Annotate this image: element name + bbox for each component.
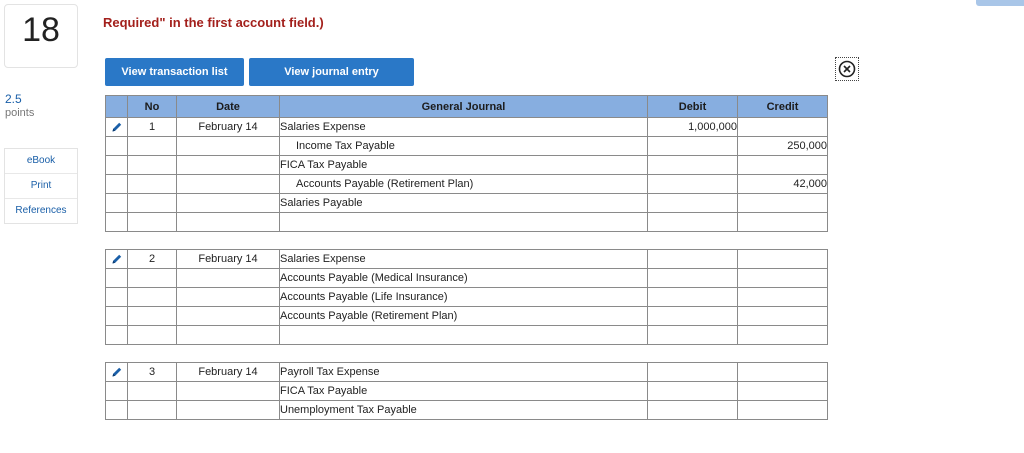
points-label: points (5, 107, 35, 119)
spacer-cell (738, 345, 828, 363)
entry-date-cell (177, 269, 280, 288)
points-value: 2.5 (5, 92, 22, 106)
edit-cell (106, 213, 128, 232)
entry-number-cell: 3 (128, 363, 177, 382)
edit-cell (106, 288, 128, 307)
header-debit: Debit (648, 96, 738, 118)
account-cell[interactable]: FICA Tax Payable (280, 382, 648, 401)
entry-number-cell: 1 (128, 118, 177, 137)
header-date: Date (177, 96, 280, 118)
entry-number-cell (128, 401, 177, 420)
debit-cell[interactable] (648, 326, 738, 345)
entry-date-cell (177, 288, 280, 307)
spacer-cell (648, 345, 738, 363)
debit-cell[interactable] (648, 401, 738, 420)
credit-cell[interactable] (738, 401, 828, 420)
header-edit (106, 96, 128, 118)
pencil-edit-icon (111, 121, 123, 133)
entry-number-cell (128, 213, 177, 232)
account-cell[interactable]: FICA Tax Payable (280, 156, 648, 175)
journal-body (106, 118, 828, 420)
credit-cell[interactable] (738, 288, 828, 307)
header-no: No (128, 96, 177, 118)
spacer-cell (106, 345, 128, 363)
entry-date-cell (177, 307, 280, 326)
edit-cell (106, 401, 128, 420)
edit-cell (106, 175, 128, 194)
edit-cell (106, 156, 128, 175)
edit-cell (106, 326, 128, 345)
journal-row (106, 137, 828, 156)
account-cell[interactable] (280, 213, 648, 232)
account-cell[interactable]: Salaries Expense (280, 250, 648, 269)
edit-entry-button[interactable] (106, 363, 128, 382)
entry-number-cell (128, 269, 177, 288)
entry-date-cell (177, 137, 280, 156)
entry-number-cell (128, 288, 177, 307)
journal-row (106, 194, 828, 213)
entry-date-cell (177, 156, 280, 175)
account-cell[interactable]: Accounts Payable (Retirement Plan) (280, 175, 648, 194)
debit-cell[interactable] (648, 382, 738, 401)
view-journal-entry-worksheet-button[interactable]: View journal entry (249, 58, 414, 86)
credit-cell[interactable] (738, 326, 828, 345)
debit-cell[interactable] (648, 194, 738, 213)
spacer-cell (177, 345, 280, 363)
account-cell[interactable]: Income Tax Payable (280, 137, 648, 156)
journal-row (106, 118, 828, 137)
journal-row (106, 382, 828, 401)
edit-cell (106, 194, 128, 213)
account-cell[interactable]: Payroll Tax Expense (280, 363, 648, 382)
account-cell[interactable]: Salaries Expense (280, 118, 648, 137)
credit-cell[interactable]: 250,000 (738, 137, 828, 156)
debit-cell[interactable] (648, 175, 738, 194)
entry-number-cell (128, 175, 177, 194)
credit-cell[interactable] (738, 382, 828, 401)
debit-cell[interactable] (648, 363, 738, 382)
credit-cell[interactable] (738, 363, 828, 382)
debit-cell[interactable] (648, 288, 738, 307)
edit-cell (106, 382, 128, 401)
account-cell[interactable]: Accounts Payable (Medical Insurance) (280, 269, 648, 288)
references-link[interactable]: References (15, 205, 67, 216)
debit-cell[interactable]: 1,000,000 (648, 118, 738, 137)
entry-date-cell (177, 213, 280, 232)
entry-number-cell (128, 307, 177, 326)
entry-date-cell: February 14 (177, 250, 280, 269)
entry-number-cell (128, 156, 177, 175)
spacer-cell (280, 232, 648, 250)
journal-table (105, 95, 828, 420)
entry-number-cell (128, 194, 177, 213)
close-button[interactable] (835, 57, 859, 81)
header-general-journal: General Journal (280, 96, 648, 118)
debit-cell[interactable] (648, 137, 738, 156)
spacer-cell (128, 345, 177, 363)
spacer-cell (128, 232, 177, 250)
edit-entry-button[interactable] (106, 118, 128, 137)
question-number: 18 (22, 11, 60, 49)
entry-number-cell (128, 326, 177, 345)
spacer-cell (280, 345, 648, 363)
header-credit: Credit (738, 96, 828, 118)
entry-date-cell (177, 175, 280, 194)
instruction-text: Required" in the first account field.) (103, 15, 324, 30)
question-number-box (4, 4, 78, 68)
sidebar-links (4, 148, 78, 224)
credit-cell[interactable] (738, 269, 828, 288)
account-cell[interactable]: Salaries Payable (280, 194, 648, 213)
journal-row (106, 326, 828, 345)
journal-row (106, 288, 828, 307)
entry-date-cell (177, 382, 280, 401)
account-cell[interactable]: Accounts Payable (Retirement Plan) (280, 307, 648, 326)
edit-cell (106, 137, 128, 156)
journal-row (106, 401, 828, 420)
edit-entry-button[interactable] (106, 250, 128, 269)
journal-row (106, 175, 828, 194)
spacer-cell (738, 232, 828, 250)
entry-date-cell (177, 401, 280, 420)
debit-cell[interactable] (648, 307, 738, 326)
spacer-cell (648, 232, 738, 250)
entry-number-cell (128, 137, 177, 156)
entry-number-cell (128, 382, 177, 401)
debit-cell[interactable] (648, 269, 738, 288)
spacer-cell (106, 232, 128, 250)
spacer-cell (177, 232, 280, 250)
print-link[interactable]: Print (5, 174, 77, 199)
pencil-edit-icon (111, 366, 123, 378)
entry-number-cell: 2 (128, 250, 177, 269)
debit-cell[interactable] (648, 250, 738, 269)
ebook-link[interactable]: eBook (5, 149, 77, 174)
view-transaction-list-button[interactable]: View transaction list (105, 58, 244, 86)
entry-date-cell: February 14 (177, 363, 280, 382)
edit-cell (106, 269, 128, 288)
entry-spacer-row (106, 345, 828, 363)
credit-cell[interactable] (738, 194, 828, 213)
edit-cell (106, 307, 128, 326)
account-cell[interactable] (280, 326, 648, 345)
credit-cell[interactable] (738, 213, 828, 232)
credit-cell[interactable] (738, 307, 828, 326)
journal-row (106, 213, 828, 232)
journal-row (106, 363, 828, 382)
entry-date-cell (177, 326, 280, 345)
entry-date-cell (177, 194, 280, 213)
credit-cell[interactable] (738, 250, 828, 269)
journal-row (106, 156, 828, 175)
debit-cell[interactable] (648, 156, 738, 175)
credit-cell[interactable] (738, 156, 828, 175)
pencil-edit-icon (111, 253, 123, 265)
account-cell[interactable]: Accounts Payable (Life Insurance) (280, 288, 648, 307)
journal-row (106, 307, 828, 326)
top-accent-bar (976, 0, 1024, 6)
journal-row (106, 250, 828, 269)
entry-date-cell: February 14 (177, 118, 280, 137)
debit-cell[interactable] (648, 213, 738, 232)
journal-header-row (106, 96, 828, 118)
credit-cell[interactable] (738, 118, 828, 137)
journal-row (106, 269, 828, 288)
entry-spacer-row (106, 232, 828, 250)
credit-cell[interactable]: 42,000 (738, 175, 828, 194)
close-circle-icon (838, 60, 856, 78)
account-cell[interactable]: Unemployment Tax Payable (280, 401, 648, 420)
